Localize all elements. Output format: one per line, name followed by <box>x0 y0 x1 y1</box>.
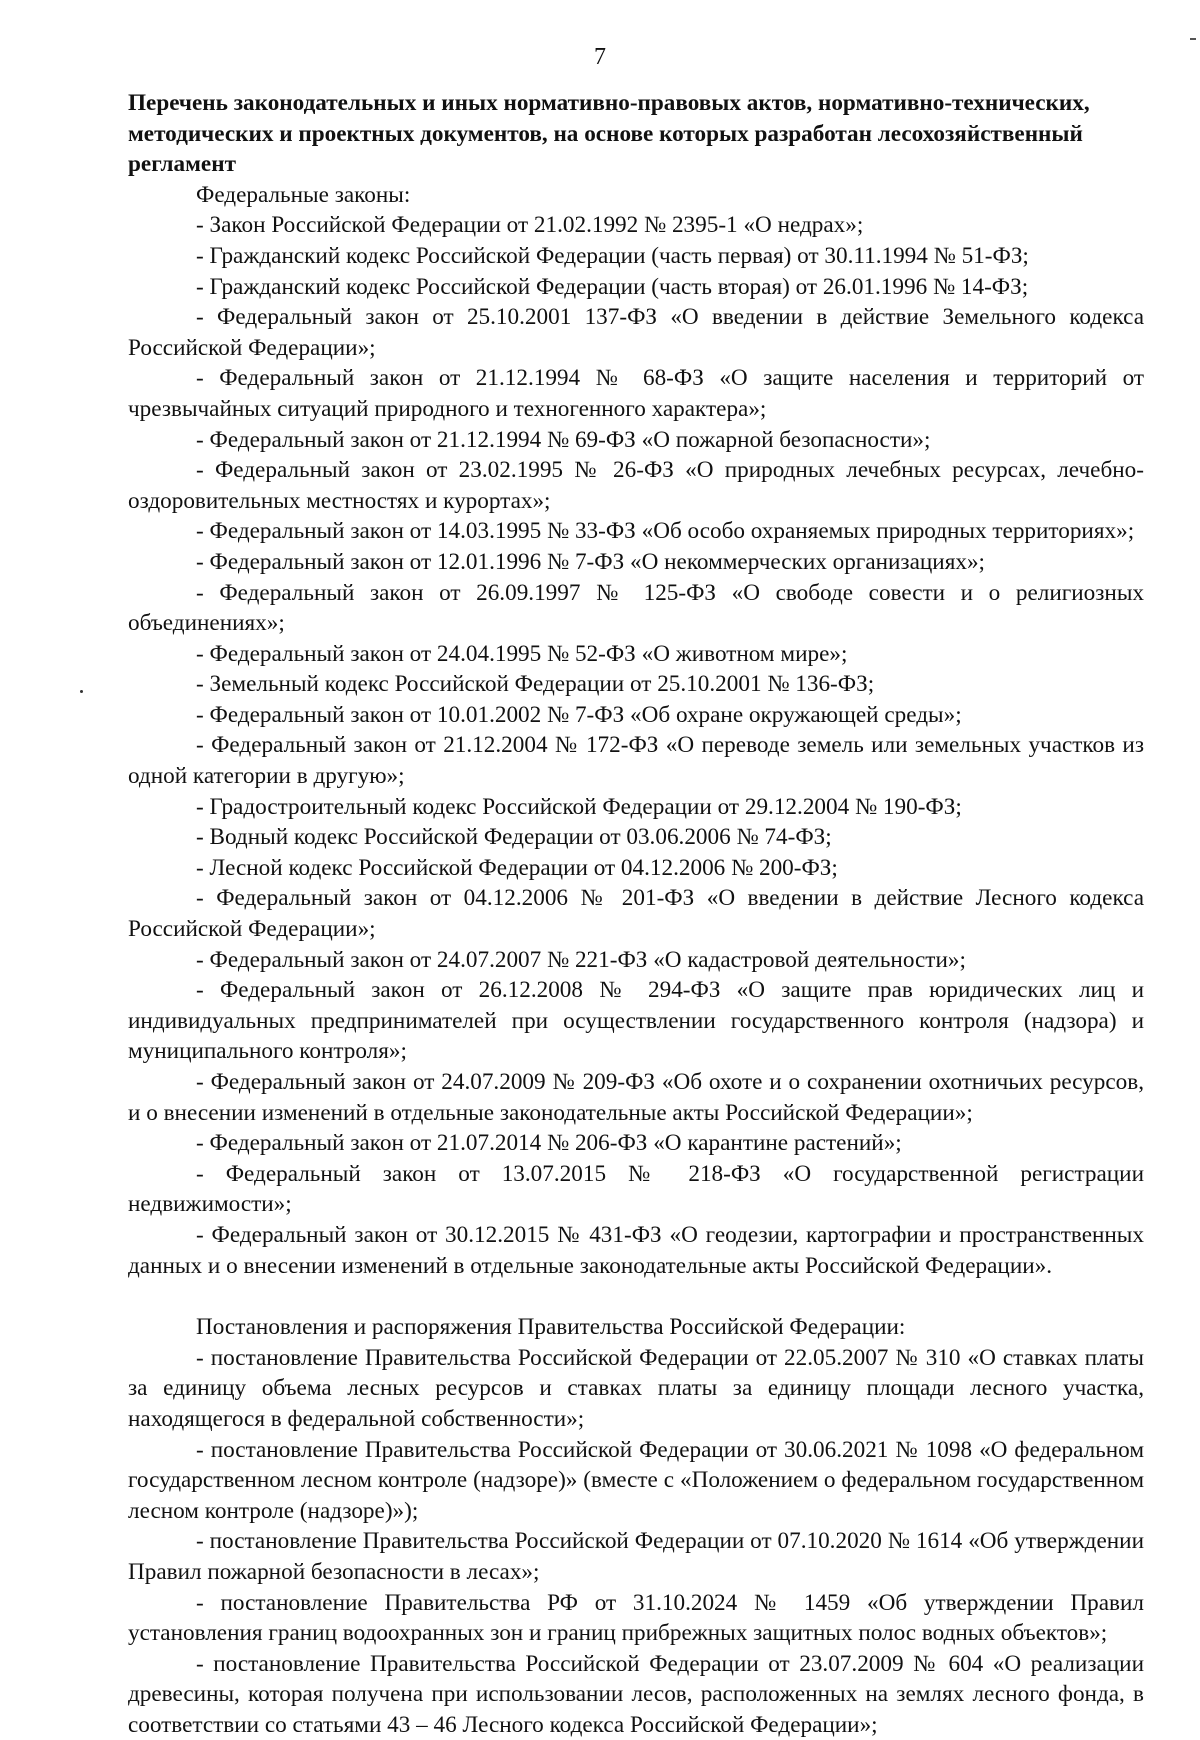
list-item: - Федеральный закон от 25.10.2001 137-ФЗ «О введении в действие Земельного кодекса Российской Федерации»; <box>128 304 1144 361</box>
document-heading: Перечень законодательных и иных нормативно-правовых актов, нормативно-технических, методических и проектных документов, на основе которых разработан лесохозяйственный регламент <box>128 90 1090 178</box>
section-spacer <box>128 1281 1144 1312</box>
list-item: - Федеральный закон от 14.03.1995 № 33-ФЗ «Об особо охраняемых природных территориях»; <box>196 518 1135 545</box>
list-item: - Федеральный закон от 24.07.2007 № 221-ФЗ «О кадастровой деятельности»; <box>196 946 966 973</box>
list-item: - Федеральный закон от 13.07.2015 № 218-ФЗ «О государственной регистрации недвижимости»; <box>128 1160 1144 1218</box>
list-item: - Лесной кодекс Российской Федерации от 04.12.2006 № 200-ФЗ; <box>196 854 838 881</box>
list-item: - Гражданский кодекс Российской Федерации (часть первая) от 30.11.1994 № 51-ФЗ; <box>196 242 1029 269</box>
list-item: - Федеральный закон от 10.01.2002 № 7-ФЗ «Об охране окружающей среды»; <box>196 701 962 728</box>
list-item: - Федеральный закон от 12.01.1996 № 7-ФЗ «О некоммерческих организациях»; <box>196 548 985 575</box>
list-item: - Гражданский кодекс Российской Федерации (часть вторая) от 26.01.1996 № 14-ФЗ; <box>196 273 1029 300</box>
list-item: - Федеральный закон от 04.12.2006 № 201-ФЗ «О введении в действие Лесного кодекса Российской Федерации»; <box>128 885 1144 943</box>
list-item: - Федеральный закон от 21.12.1994 № 68-ФЗ «О защите населения и территорий от чрезвычайных ситуаций природного и техногенного характера»; <box>128 365 1144 422</box>
list-item: - Федеральный закон от 30.12.2015 № 431-ФЗ «О геодезии, картографии и пространственных данных и о внесении изменений в отдельные законодательные акты Российской Федерации». <box>128 1221 1144 1279</box>
list-item: - Федеральный закон от 26.12.2008 № 294-ФЗ «О защите прав юридических лиц и индивидуальных предпринимателей при осуществлении государственного контроля (надзора) и муниципального контроля»; <box>128 977 1144 1065</box>
federal-laws-list <box>128 210 1144 1281</box>
section-title-government-acts: Постановления и распоряжения Правительства Российской Федерации: <box>196 1314 906 1341</box>
list-item: - Земельный кодекс Российской Федерации от 25.10.2001 № 136-ФЗ; <box>196 671 875 698</box>
list-item: - Водный кодекс Российской Федерации от 03.06.2006 № 74-ФЗ; <box>196 824 832 851</box>
list-item: - Закон Российской Федерации от 21.02.1992 № 2395-1 «О недрах»; <box>196 212 864 239</box>
government-acts-list <box>128 1343 1144 1740</box>
list-item: - Федеральный закон от 21.12.2004 № 172-ФЗ «О переводе земель или земельных участков из одной категории в другую»; <box>128 732 1144 790</box>
scan-mark <box>1190 38 1196 40</box>
list-item: - Федеральный закон от 24.07.2009 № 209-ФЗ «Об охоте и о сохранении охотничьих ресурсов, и о внесении изменений в отдельные законодательные акты Российской Федерации»; <box>128 1069 1144 1126</box>
scan-dot <box>80 690 83 693</box>
list-item: - постановление Правительства Российской Федерации от 23.07.2009 № 604 «О реализации древесины, которая получена при использовании лесов, расположенных на землях лесного фонда, в соответствии со статьями 43 – 46 Лесного кодекса Российской Федерации»; <box>128 1650 1144 1738</box>
list-item: - Федеральный закон от 26.09.1997 № 125-ФЗ «О свободе совести и о религиозных объединениях»; <box>128 579 1144 637</box>
list-item: - Федеральный закон от 23.02.1995 № 26-ФЗ «О природных лечебных ресурсах, лечебно-оздоровительных местностях и курортах»; <box>128 457 1144 514</box>
list-item: - постановление Правительства Российской Федерации от 30.06.2021 № 1098 «О федеральном государственном лесном контроле (надзоре)» (вместе с «Положением о федеральном государственном лесном контроле (надзоре)»); <box>128 1436 1144 1524</box>
list-item: - Федеральный закон от 24.04.1995 № 52-ФЗ «О животном мире»; <box>196 640 848 667</box>
list-item: - Градостроительный кодекс Российской Федерации от 29.12.2004 № 190-ФЗ; <box>196 793 962 820</box>
list-item: - постановление Правительства РФ от 31.10.2024 № 1459 «Об утверждении Правил установления границ водоохранных зон и границ прибрежных защитных полос водных объектов»; <box>128 1589 1144 1647</box>
section-title-federal-laws: Федеральные законы: <box>196 181 411 208</box>
document-body <box>128 88 1144 1740</box>
list-item: - постановление Правительства Российской Федерации от 07.10.2020 № 1614 «Об утверждении Правил пожарной безопасности в лесах»; <box>128 1528 1144 1585</box>
page-number: 7 <box>594 44 606 70</box>
list-item: - постановление Правительства Российской Федерации от 22.05.2007 № 310 «О ставках платы за единицу объема лесных ресурсов и ставках платы за единицу площади лесного участка, находящегося в федеральной собственности»; <box>128 1344 1144 1432</box>
list-item: - Федеральный закон от 21.12.1994 № 69-ФЗ «О пожарной безопасности»; <box>196 426 931 453</box>
list-item: - Федеральный закон от 21.07.2014 № 206-ФЗ «О карантине растений»; <box>196 1130 902 1157</box>
